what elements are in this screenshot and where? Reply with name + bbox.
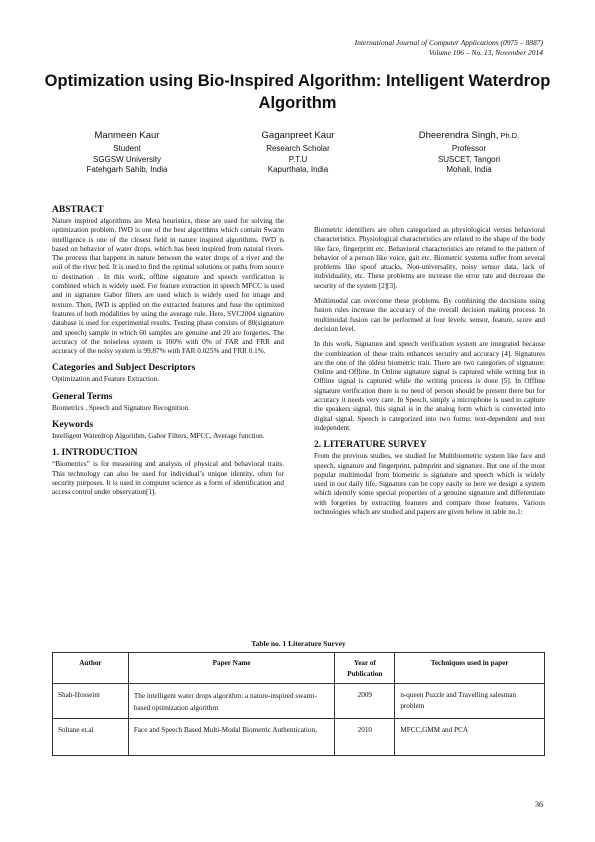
page-number: 36 (535, 800, 543, 809)
cell-year: 2010 (335, 719, 395, 756)
paper-title: Optimization using Bio-Inspired Algorithm: Intelligent Waterdrop Algorithm (44, 72, 551, 112)
introduction-text: “Biometrics” is for measuring and analysis of physical and behavioral traits. This technology can also be used for individual’s unique identity, often for security purposes. It is used in computer science as a form of identification and access control under observation[1]. (52, 460, 284, 497)
author-3 (394, 130, 544, 176)
cell-year: 2009 (335, 684, 395, 719)
column-header-paper: Paper Name (128, 653, 335, 684)
table-header-row (53, 653, 545, 684)
keywords-heading: Keywords (52, 420, 94, 431)
general-terms-heading: General Terms (52, 391, 113, 402)
column-header-techniques: Techniques used in paper (395, 653, 545, 684)
right-column (314, 226, 545, 523)
author-block (52, 130, 544, 176)
author-name: Gaganpreet Kaur (261, 130, 335, 141)
cell-paper: Face and Speech Based Multi-Modal Biometric Authentication, (128, 719, 335, 756)
author-role: Professor (451, 144, 487, 153)
author-role: Student (113, 144, 141, 153)
author-name: Manmeen Kaur (94, 130, 160, 141)
author-affiliation: SUSCET, Tangori (437, 154, 501, 164)
literature-survey-heading: 2. LITERATURE SURVEY (314, 440, 427, 451)
cell-techniques: MFCC,GMM and PCA (395, 719, 545, 756)
author-name: Dheerendra Singh, (418, 130, 499, 141)
categories-text: Optimization and Feature Extraction. (52, 375, 159, 384)
cell-paper: The intelligent water drops algorithm: a nature-inspired swarm-based optimization algorithm (128, 684, 335, 719)
cell-author: Soltane et.al (53, 719, 129, 756)
volume-info: Volume 106 – No. 13, November 2014 (428, 48, 543, 57)
author-affiliation: SGGSW University (92, 154, 161, 164)
column-header-year: Year of Publication (335, 653, 395, 684)
author-suffix: Ph.D. (498, 131, 520, 140)
literature-survey-text: From the previous studies, we studied for Multibiometric system like face and speech, signature and fingerprint, palmprint and signature. But one of the most popular multimodal from biometric is signature and speech which is widely used in our daily life. Signature can be copy easily so here we design a system which identify some special properties of a genuine signature and differentiate with forgeries by extracting features and compare those features. Various technologies which are studied and papers are given below in table no.1: (314, 452, 545, 517)
body-paragraph: Biometric identifiers are often categorized as physiological versus behavioral characteristics. Physiological characteristics are related to the shape of the body like face, fingerprint etc. Behavioral characteristics are related to the pattern of behavior of a person like voice, gait etc. Biometric systems suffer from several problems like spoof attacks, Non-universality, noisy sensor data, lack of individuality, etc. These problems are increase the error rate and decrease the security of the system [2][3]. (314, 226, 545, 290)
running-header (355, 38, 543, 58)
literature-table (52, 652, 545, 756)
cell-author: Shah-Hosseini (53, 684, 129, 719)
general-terms-text: Biometrics , Speech and Signature Recognition. (52, 403, 190, 412)
body-paragraph: In this work, Signature and speech verification system are integrated because the combination of these traits enhances security and accuracy [4]. Signatures are the one of the oldest biometric trait. There are two categories of signature: Online and Offline. In Online signature signal is captured while writing but in Offline signal is captured while the writing process is done [5]. In Offline signature verification there is no need of person should be present there but for accuracy it needs very care. In Speech, simply a microphone is used to capture the speakers signal, this signal is in the analog form which is converted into digital signal. Speech is categorized into two forms: text-dependent and text independent. (314, 340, 545, 432)
introduction-heading: 1. INTRODUCTION (52, 448, 138, 459)
author-affiliation: P.T.U (288, 154, 308, 164)
left-column (52, 204, 284, 504)
column-header-author: Author (53, 653, 129, 684)
author-role: Research Scholar (266, 144, 330, 153)
author-1 (52, 130, 202, 176)
body-paragraph: Multimodal can overcome these problems. By combining the decisions using fusion rules increase the accuracy of the overall decision making process. In multimodal fusion can be performed at four levels: sensor, feature, score and decision level. (314, 297, 545, 333)
table-row (53, 684, 545, 719)
author-2 (223, 130, 373, 176)
author-location: Kapurthala, India (267, 165, 329, 174)
abstract-text: Nature inspired algorithms are Meta heuristics, these are used for solving the optimization problem. IWD is one of the best algorithms which contain Swarm intelligence is one of the closest field in nature inspired algorithms. IWD is based on behavior of water drops, which has been inspired from natural rivers. The process that happens in nature between the water drops of a river and the soil of the river bed. It is used to find the optimal solutions or paths from source to destination . In this work, offline signature and speech verification is combined which is widely used. For feature extraction in speech MFCC is used and in signature Gabor filters are used which is widely used for image and texture. Then, IWD is applied on the extracted features and fuse the optimized features of both modalities by using the average rule. Here, SVC2004 signature database is used for experimental results. Testing phase consists of 80(signature and speech) sample in which 60 samples are genuine and 20 are forgeries. The accuracy of the noiseless system is 100% with 0% of FAR and FRR and accuracy of the noisy system is 99.87% with FAR 0.025% and FRR 0.1%. (52, 217, 284, 356)
abstract-heading: ABSTRACT (52, 205, 104, 215)
keywords-text: Intelligent Waterdrop Algorithm, Gabor Filters, MFCC, Average function. (52, 432, 265, 441)
categories-heading: Categories and Subject Descriptors (52, 363, 196, 374)
cell-techniques: n-queen Puzzle and Travelling salesman problem (395, 684, 545, 719)
author-location: Mohali, India (446, 165, 492, 174)
author-location: Fatehgarh Sahib, India (86, 165, 168, 174)
table-caption: Table no. 1 Literature Survey (251, 639, 346, 648)
table-row (53, 719, 545, 756)
journal-name: International Journal of Computer Applications (0975 – 8887) (354, 38, 543, 47)
